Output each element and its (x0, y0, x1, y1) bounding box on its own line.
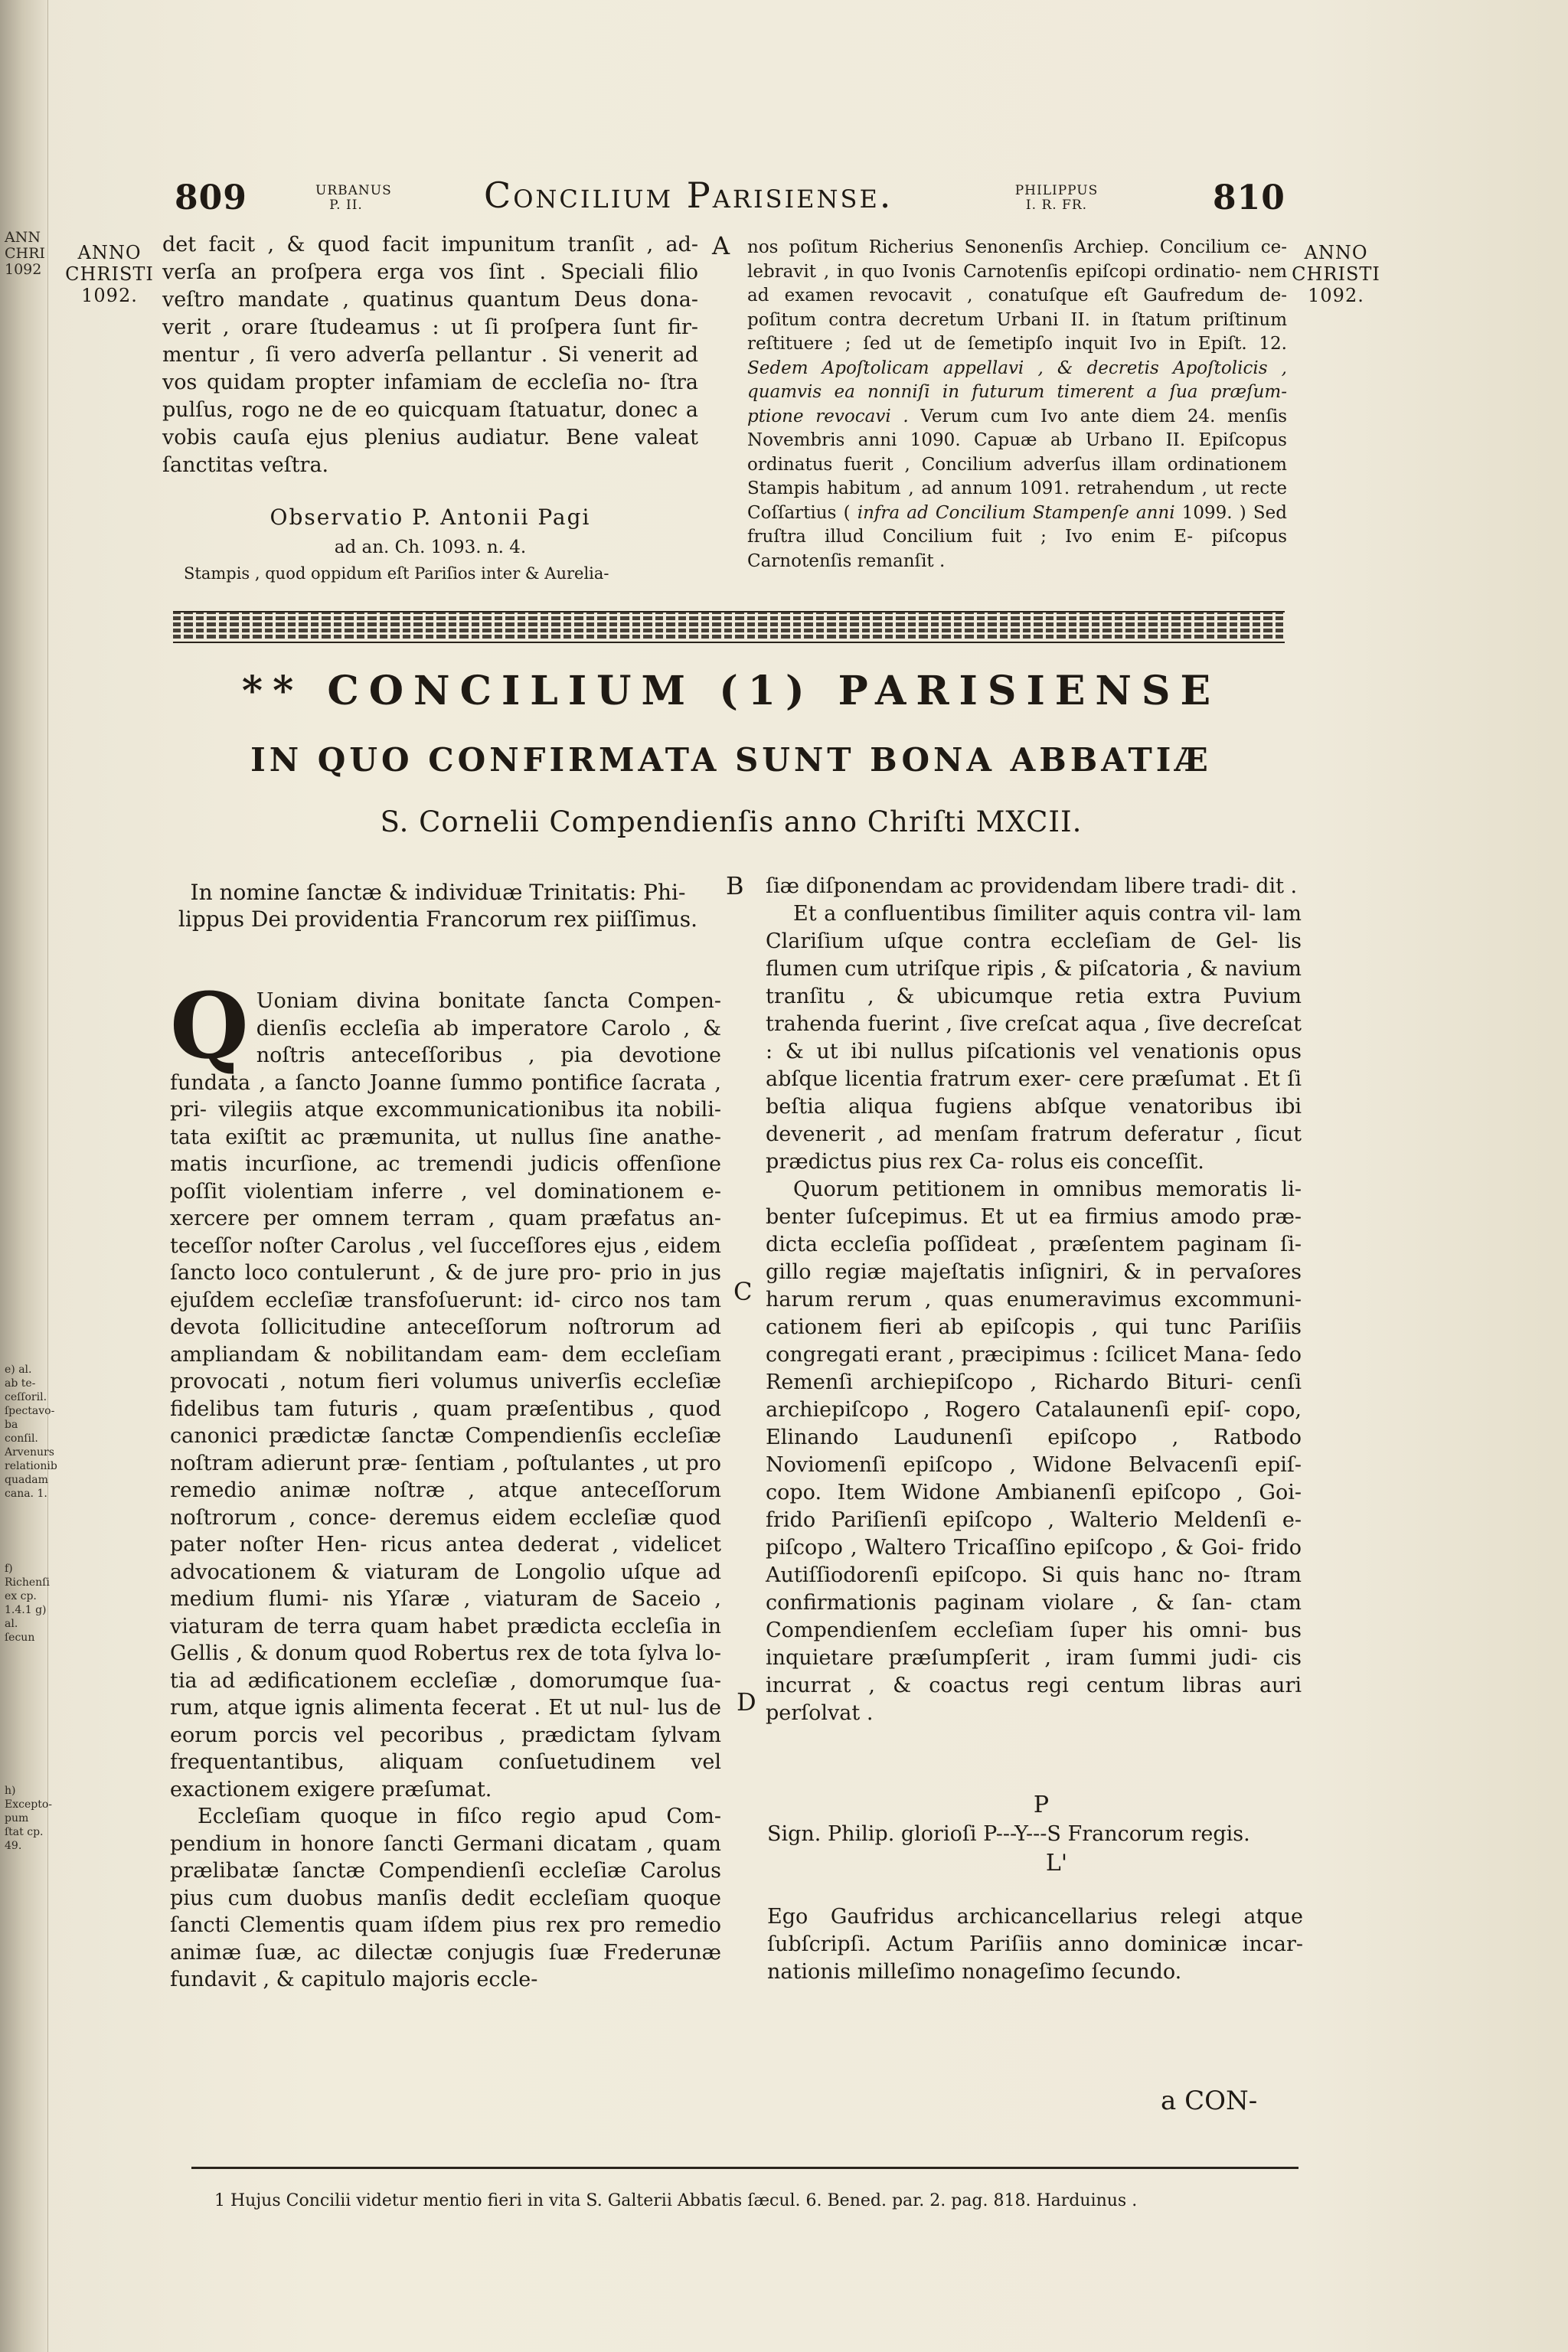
margin-note-h: h) Excepto- pum ſtat cp. 49. (5, 1785, 52, 1852)
anno-christi-right: ANNO CHRISTI 1092. (1292, 242, 1380, 306)
charter-left-column: Q Uoniam divina bonitate ſancta Compen- dienſis eccleſia ab imperatore Carolo , & noſtris anteceſſoribus , pia devotione fundata , a ſancto Joanne ſummo pontifice ſacrata , pri- vilegiis atque excommunicationibus ita nobili- tata exiſtit ac præmunita, ut nullus ſine anathe- matis incurſione, ac tremendi judicis offenſione poſſit violentiam inferre , vel dominationem e- xercere per omnem terram , quam præfatus an- teceſſor noſter Carolus , vel ſucceſſores ejus , eidem ſancto loco contulerunt , & de jure pro- prio in jus ejuſdem eccleſiæ transfoſuerunt: id- circo nos tam devota ſollicitudine anteceſſorum noſtrorum ad ampliandam & nobilitandam eam- dem eccleſiam provocati , notum fieri volumus univerſis eccleſiæ fidelibus tam futuris , quam præſentibus , quod canonici prædictæ ſanctæ Compendienſis eccleſiæ noſtram adierunt præ- ſentiam , poſtulantes , ut pro remedio animæ noſtræ , atque anteceſſorum noſtrorum , conce- deremus eidem eccleſiæ quod pater noſter Hen- ricus antea dederat , videlicet advocationem & viaturam de Longolio uſque ad medium flumi- nis Yſaræ , viaturam de Saceio , viaturam de terra quam habet prædicta eccleſia in Gellis , & donum quod Robertus rex de tota ſylva lo- tia ad ædificationem eccleſiæ , domorumque ſua- rum, atque ignis alimenta fecerat . Et ut nul- lus de eorum porcis vel pecoribus , prædictam ſylvam frequentantibus, aliquam conſuetudinem vel exactionem exigere præſumat. Eccleſiam quoque in fiſco regio apud Com- pendium in honore ſancti Germani dicatam , quam prælibatæ ſanctæ Compendienſi eccleſiæ Carolus pius cum duobus manſis dedit eccleſiam quoque ſancti Clementis quam iſdem pius rex pro remedio animæ ſuæ, ac dilectæ conjugis ſuæ Frederunæ fundavit , & capitulo majoris eccle- (170, 988, 721, 1994)
catchword: a CON- (1161, 2086, 1258, 2116)
observatio-title: Observatio P. Antonii Pagi (270, 505, 591, 530)
paragraph: Eccleſiam quoque in fiſco regio apud Com- pendium in honore ſancti Germani dicatam , quam prælibatæ ſanctæ Compendienſi eccleſiæ Carolus pius cum duobus manſis dedit eccleſiam quoque ſancti Clementis quam iſdem pius rex pro remedio animæ ſuæ, ac dilectæ conjugis ſuæ Frederunæ fundavit , & capitulo majoris eccle- (170, 1805, 721, 1991)
paragraph: Quorum petitionem in omnibus memoratis li- benter ſuſcepimus. Et ut ea firmius amodo præ- dicta eccleſia poſſideat , præſentem paginam ſi- gillo regiæ majeſtatis inſigniri, & in pervaſores harum rerum , quas enumeravimus excommuni- cationem fieri ab epiſcopis , qui tunc Pariſiis congregati erant , præcipimus : ſcilicet Mana- ſedo Remenſi archiepiſcopo , Richardo Bituri- cenſi archiepiſcopo , Rogero Catalaunenſi epiſ- copo, Elinando Laudunenſi epiſcopo , Ratbodo Noviomenſi epiſcopo , Widone Belvacenſi epiſ- copo. Item Widone Ambianenſi epiſcopo , Goi- frido Pariſienſi epiſcopo , Walterio Meldenſi e- piſcopo , Waltero Tricaſſino epiſcopo , & Goi- frido Autiſſiodorenſi epiſcopo. Si quis hanc no- ſtram confirmationis paginam violare , & ſan- ctam Compendienſem eccleſiam ſuper his omni- bus inquietare præſumpſerit , iram ſummi judi- cis incurrat , & coactus regi centum libras auri perſolvat . (766, 1178, 1302, 1725)
running-title: Concilium Parisiense. (484, 175, 893, 216)
chancellor-subscription: Ego Gaufridus archicancellarius relegi atque ſubſcripſi. Actum Pariſiis anno dominicæ incar- nationis milleſimo nonageſimo ſecundo. (767, 1905, 1303, 1984)
spine-anno: ANN CHRI 1092 (5, 229, 45, 278)
margin-marker-b: B (726, 871, 744, 900)
monogram-top: P (1033, 1792, 1050, 1818)
margin-marker-a: A (712, 231, 730, 260)
observatio-continued: nos poſitum Richerius Senonenſis Archiep. Concilium ce- lebravit , in quo Ivonis Carnotenſis epiſcopi ordinatio- nem ad examen revocavit , conatuſque eſt Gaufredum de- poſitum contra decretum Urbani II. in ſtatum priſtinum reſtituere ; ſed ut de ſemetipſo inquit Ivo in Epiſt. 12. Sedem Apoſtolicam appellavi , & decretis Apoſtolicis , quamvis ea nonniſi in futurum timerent a ſua præſum- ptione revocavi . Verum cum Ivo ante diem 24. menſis Novembris anni 1090. Capuæ ab Urbano II. Epiſcopus ordinatus fuerit , Concilium adverſus illam ordinationem Stampis habitum , ad annum 1091. retrahendum , ut recte Coſſartius ( infra ad Concilium Stampenſe anni 1099. ) Sed fruſtra illud Concilium fuit ; Ivo enim E- piſcopus Carnotenſis remanſit . (747, 237, 1288, 571)
footnote: 1 Hujus Concilii videtur mentio fieri in vita S. Galterii Abbatis ſæcul. 6. Bened. par. 2. pag. 818. Harduinus . (214, 2191, 1138, 2210)
left-running-small: URBANUS P. II. (315, 183, 392, 213)
royal-signature: Sign. Philip. glorioſi P---Y---S Francorum regis. (767, 1822, 1250, 1846)
margin-note-f: f) Richenſi ex cp. 1.4.1 g) al. ſecun (5, 1563, 50, 1644)
council-date-line: S. Cornelii Compendienſis anno Chriſti MXCII. (380, 805, 1083, 838)
margin-marker-c: C (733, 1277, 753, 1306)
right-running-small: PHILIPPUS I. R. FR. (1014, 183, 1099, 213)
council-title: ** CONCILIUM (1) PARISIENSE (241, 668, 1221, 714)
letter-ending: det facit , & quod facit impunitum tranſit , ad- verſa an proſpera erga vos ſint . Speciali filio veſtro mandate , quatinus quantum Deus dona- verit , orare ſtudeamus : ut ſi proſpera ſunt fir- mentur , ſi vero adverſa pellantur . Si venerit ad vos quidam propter infamiam de eccleſia no- ſtra pulſus, rogo ne de eo quicquam ſtatuatur, donec a vobis cauſa ejus plenius audiatur. Bene valeat ſanctitas veſtra. (162, 233, 698, 477)
monogram-bottom: L' (1045, 1850, 1068, 1877)
paragraph: Et a confluentibus ſimiliter aquis contra vil- lam Clariſium uſque contra eccleſiam de Gel- lis flumen cum utriſque ripis , & piſcatoria , & navium tranſitu , & ubicumque retia extra Puvium trahenda fuerint , ſive creſcat aqua , ſive decreſcat : & ut ibi nullus piſcationis vel venationis opus abſque licentia fratrum exer- cere præſumat . Et ſi beſtia aliqua fugiens abſque venatoribus ibi devenerit , ad menſam fratrum deferatur , ſicut prædictus pius rex Ca- rolus eis conceſſit. (766, 902, 1302, 1174)
facing-page-edge (0, 0, 57, 2352)
footnote-rule (191, 2167, 1298, 2169)
charter-right-column (766, 873, 1302, 1727)
left-page-number: 809 (175, 178, 247, 217)
paragraph: ſiæ diſponendam ac providendam libere tradi- dit . (766, 874, 1298, 898)
observatio-text: Stampis , quod oppidum eſt Pariſios inter & Aurelia- (184, 564, 609, 583)
council-subtitle: IN QUO CONFIRMATA SUNT BONA ABBATIÆ (250, 741, 1212, 779)
anno-christi-left: ANNO CHRISTI 1092. (65, 242, 154, 306)
right-page-number: 810 (1213, 178, 1285, 217)
margin-note-e: e) al. ab te- ceſſoril. ſpectavo- ba conſil. Arvenurs relationib quadam cana. 1. (5, 1364, 57, 1500)
invocation: In nomine ſanctæ & individuæ Trinitatis: Phi- lippus Dei providentia Francorum rex piiſſimus. (178, 880, 698, 932)
margin-marker-d: D (737, 1687, 756, 1717)
drop-cap: Q (170, 972, 249, 1079)
observatio-ref: ad an. Ch. 1093. n. 4. (334, 537, 527, 557)
ornamental-band (173, 612, 1285, 639)
